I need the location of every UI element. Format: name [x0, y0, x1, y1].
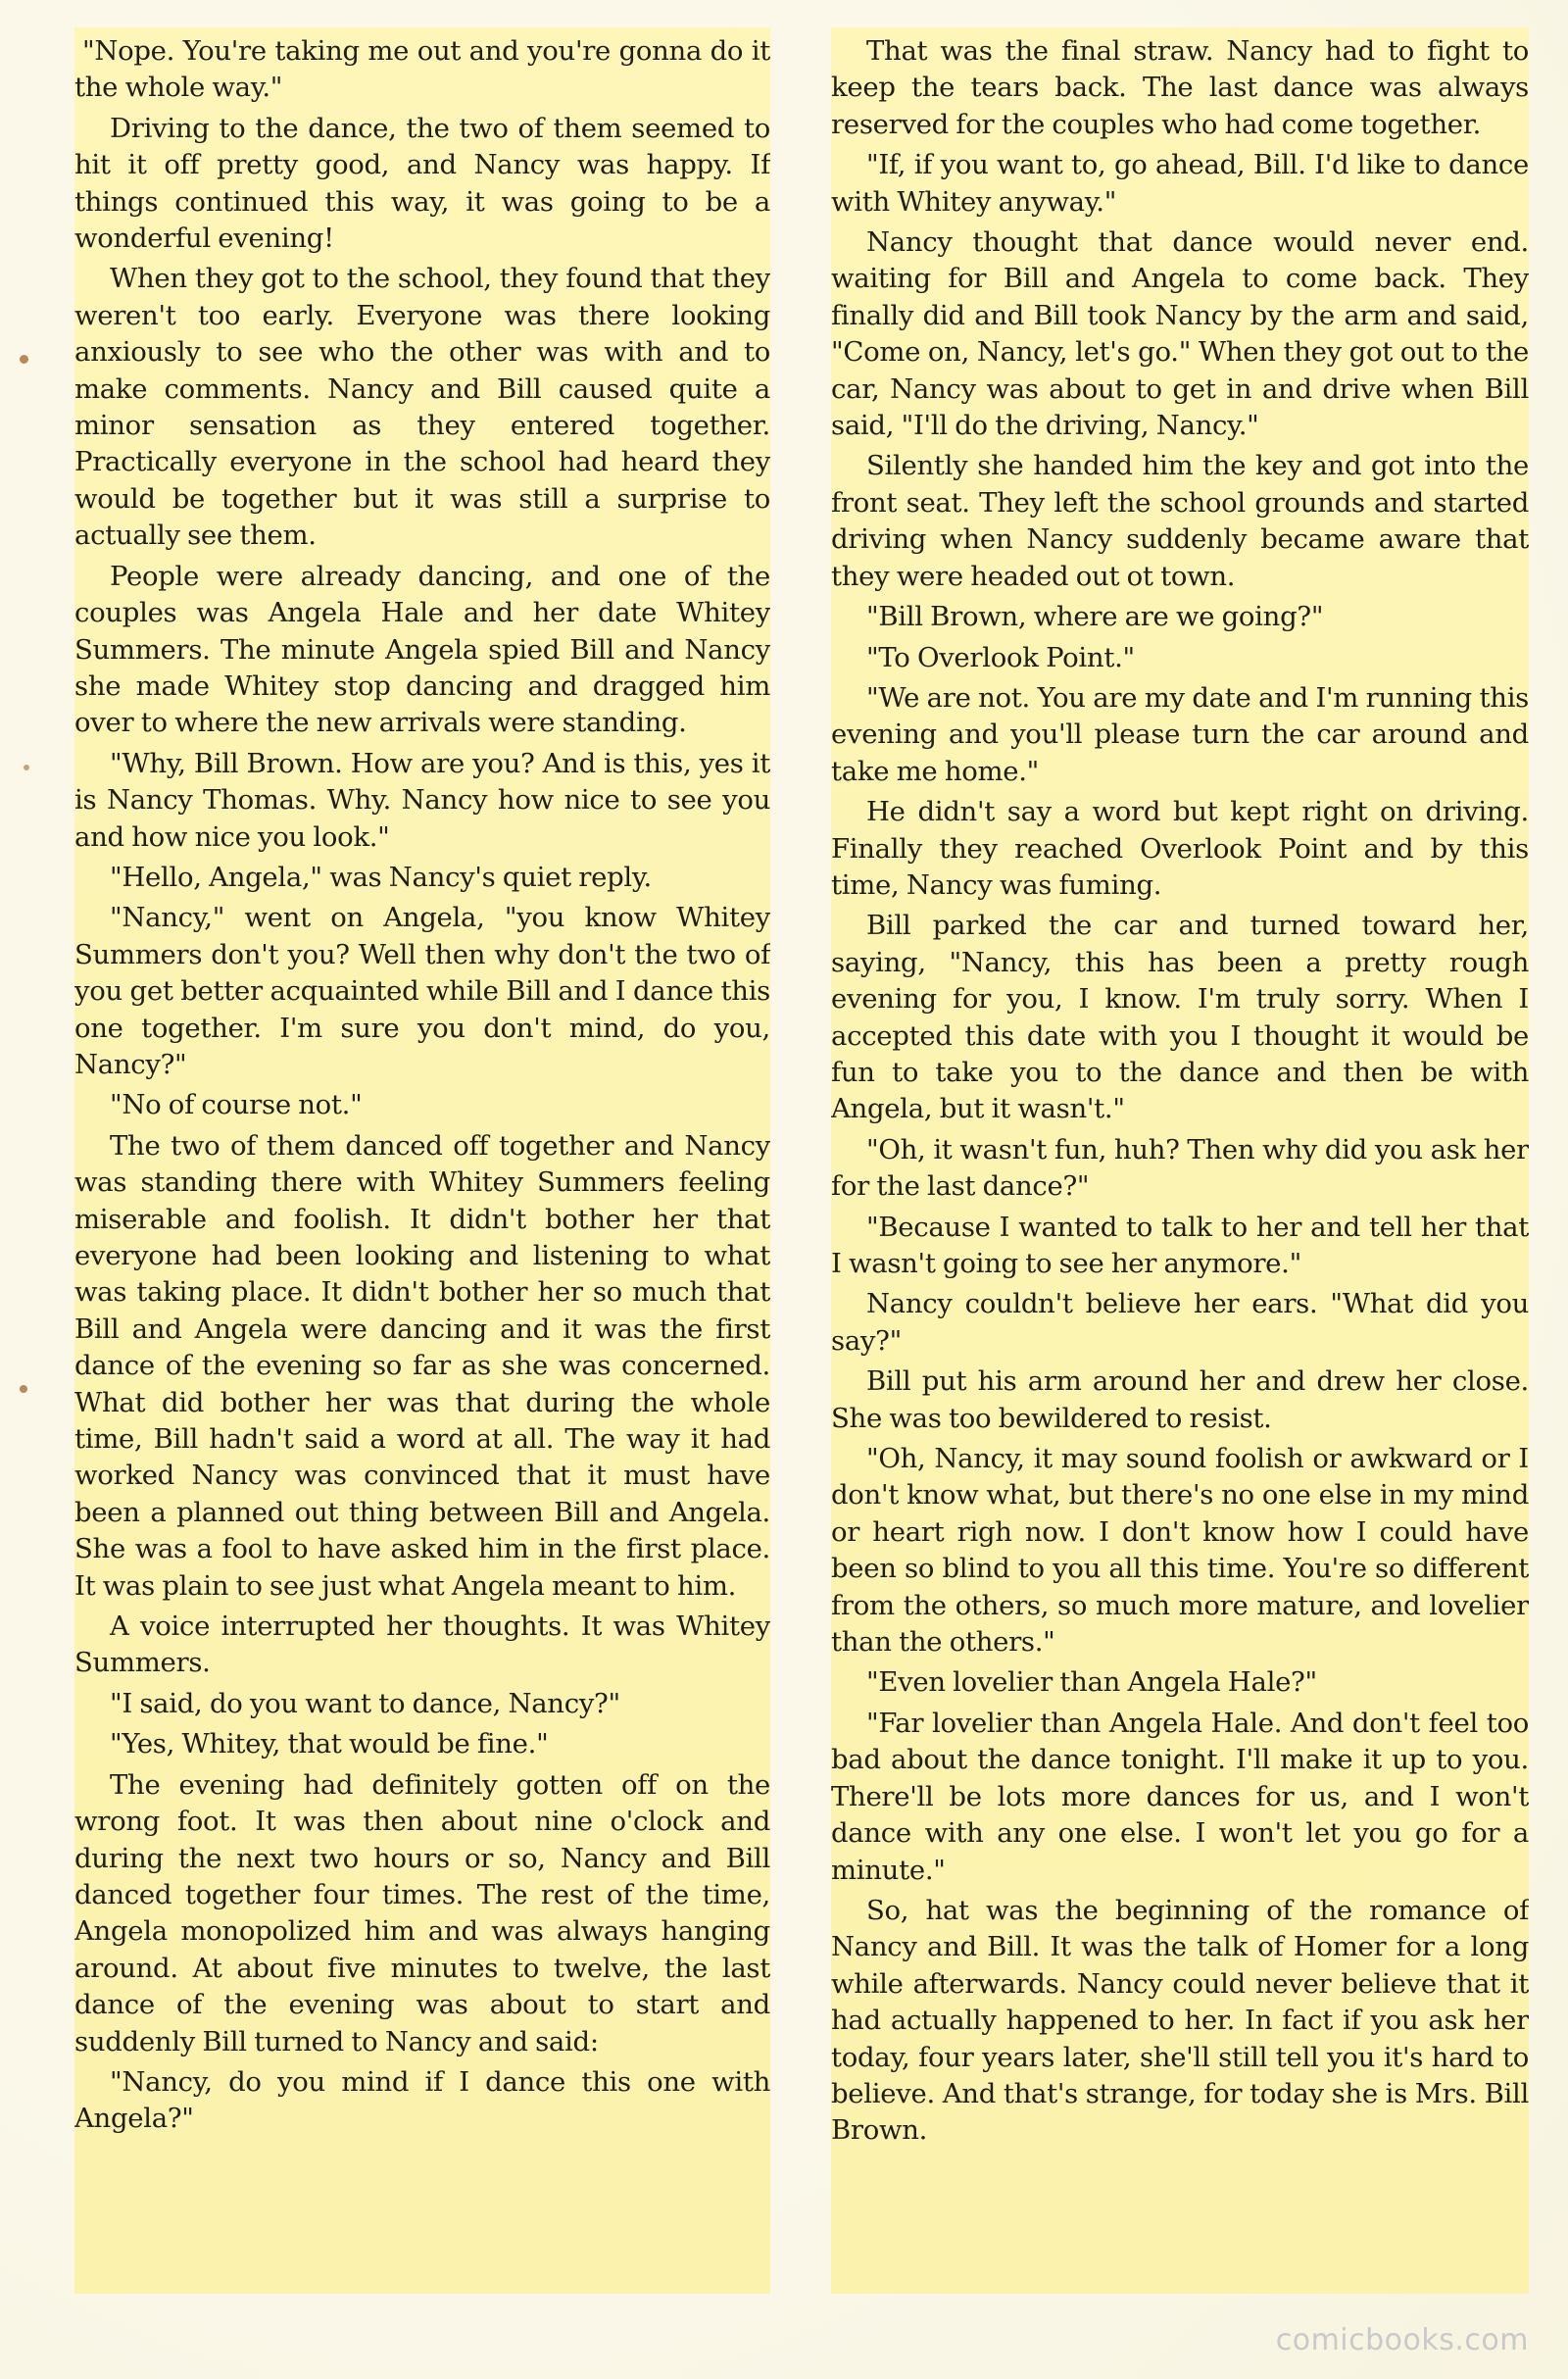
paragraph: "Nancy, do you mind if I dance this one with Angela?" — [74, 2065, 770, 2135]
paragraph: "Oh, it wasn't fun, huh? Then why did you ask her for the last dance?" — [831, 1133, 1529, 1203]
paragraph: Bill parked the car and turned toward her, saying, "Nancy, this has been a pretty rough evening for you, I know. I'm truly sorry. When I accepted this date with you I thought it would be fun to take you to the dance and then be with Angela, but it wasn't." — [831, 910, 1529, 1125]
paragraph: "Nope. You're taking me out and you're gonna do it the whole way." — [74, 35, 770, 104]
paragraph: The two of them danced off together and Nancy was standing there with Whitey Summers feeling miserable and foolish. It didn't bother her that everyone had been looking and listening to what was taking place. It didn't bother her so much that Bill and Angela were dancing and it was the first dance of the evening so far as she was concerned. What did bother her was that during the whole time, Bill hadn't said a word at all. The way it had worked Nancy was convinced that it must have been a planned out thing between Bill and Angela. She was a fool to have asked him in the first place. It was plain to see just what Angela meant to him. — [74, 1129, 770, 1602]
paragraph: "Why, Bill Brown. How are you? And is this, yes it is Nancy Thomas. Why. Nancy how nice to see you and how nice you look." — [74, 747, 770, 853]
paragraph: "Because I wanted to talk to her and tell her that I wasn't going to see her anymore." — [831, 1211, 1529, 1279]
left-text-column — [74, 27, 770, 2294]
paragraph: "To Overlook Point." — [866, 641, 1135, 673]
paragraph: So, hat was the beginning of the romance of Nancy and Bill. It was the talk of Homer for a long while afterwards. Nancy could never believe that it had actually happened to her. In fact if you ask her today, four years later, she'll still tell you it's hard to believe. And that's strange, for today she is Mrs. Bill Brown. — [831, 1894, 1529, 2147]
paragraph: Bill put his arm around her and drew her close. She was too bewildered to resist. — [831, 1365, 1529, 1434]
paragraph: "Bill Brown, where are we going?" — [866, 601, 1324, 633]
paragraph: "I said, do you want to dance, Nancy?" — [110, 1687, 620, 1719]
paragraph: "If, if you want to, go ahead, Bill. I'd like to dance with Whitey anyway." — [831, 149, 1529, 218]
paragraph: When they got to the school, they found that they weren't too early. Everyone was there looking anxiously to see who the other was with and to make comments. Nancy and Bill caused quite a minor sensation as they entered together. Practically everyone in the school had heard they would be together but it was still a surprise to actually see them. — [74, 263, 770, 552]
paragraph: A voice interrupted her thoughts. It was Whitey Summers. — [74, 1611, 770, 1679]
paragraph: Silently she handed him the key and got into the front seat. They left the school grounds and started driving when Nancy suddenly became aware that they were headed out ot town. — [831, 450, 1529, 592]
paragraph: The evening had definitely gotten off on the wrong foot. It was then about nine o'clock and during the next two hours or so, Nancy and Bill danced together four times. The rest of the time, Angela monopolized him and was always hanging around. At about five minutes to twelve, the last dance of the evening was about to start and suddenly Bill turned to Nancy and said: — [74, 1768, 770, 2057]
ink-speck — [20, 1385, 27, 1393]
paragraph: He didn't say a word but kept right on driving. Finally they reached Overlook Point and by this time, Nancy was fuming. — [831, 796, 1529, 901]
site-watermark: comicbooks.com — [1275, 2323, 1529, 2357]
paragraph: Nancy couldn't believe her ears. "What did you say?" — [831, 1288, 1529, 1357]
paragraph: "We are not. You are my date and I'm running this evening and you'll please turn the car around and take me home." — [831, 681, 1529, 787]
right-text-column — [831, 27, 1529, 2294]
paragraph: Driving to the dance, the two of them seemed to hit it off pretty good, and Nancy was happy. If things continued this way, it was going to be a wonderful evening! — [74, 112, 770, 255]
paragraph: "Yes, Whitey, that would be fine." — [110, 1728, 549, 1760]
paragraph: "Nancy," went on Angela, "you know Whitey Summers don't you? Well then why don't the two of you get better acquainted while Bill and I dance this one together. I'm sure you don't mind, do you, Nancy?" — [74, 902, 770, 1080]
paragraph: "Far lovelier than Angela Hale. And don't feel too bad about the dance tonight. I'll make it up to you. There'll be lots more dances for us, and I won't dance with any one else. I won't let you go for a minute." — [831, 1707, 1529, 1886]
paragraph: "Oh, Nancy, it may sound foolish or awkward or I don't know what, but there's no one else in my mind or heart righ now. I don't know how I could have been so blind to you all this time. You're so different from the others, so much more mature, and lovelier than the others." — [831, 1443, 1529, 1659]
paragraph: People were already dancing, and one of the couples was Angela Hale and her date Whitey Summers. The minute Angela spied Bill and Nancy she made Whitey stop dancing and dragged him over to where the new arrivals were standing. — [74, 560, 770, 739]
paragraph: "Even lovelier than Angela Hale?" — [866, 1666, 1317, 1699]
paragraph: "Hello, Angela," was Nancy's quiet reply. — [110, 861, 652, 893]
ink-speck — [20, 355, 28, 364]
paragraph: That was the final straw. Nancy had to fight to keep the tears back. The last dance was always reserved for the couples who had come together. — [831, 35, 1529, 140]
paragraph: Nancy thought that dance would never end. waiting for Bill and Angela to come back. They finally did and Bill took Nancy by the arm and said, "Come on, Nancy, let's go." When they got out to the car, Nancy was about to get in and drive when Bill said, "I'll do the driving, Nancy." — [831, 226, 1529, 442]
paragraph: "No of course not." — [110, 1089, 363, 1121]
ink-speck — [24, 765, 29, 770]
